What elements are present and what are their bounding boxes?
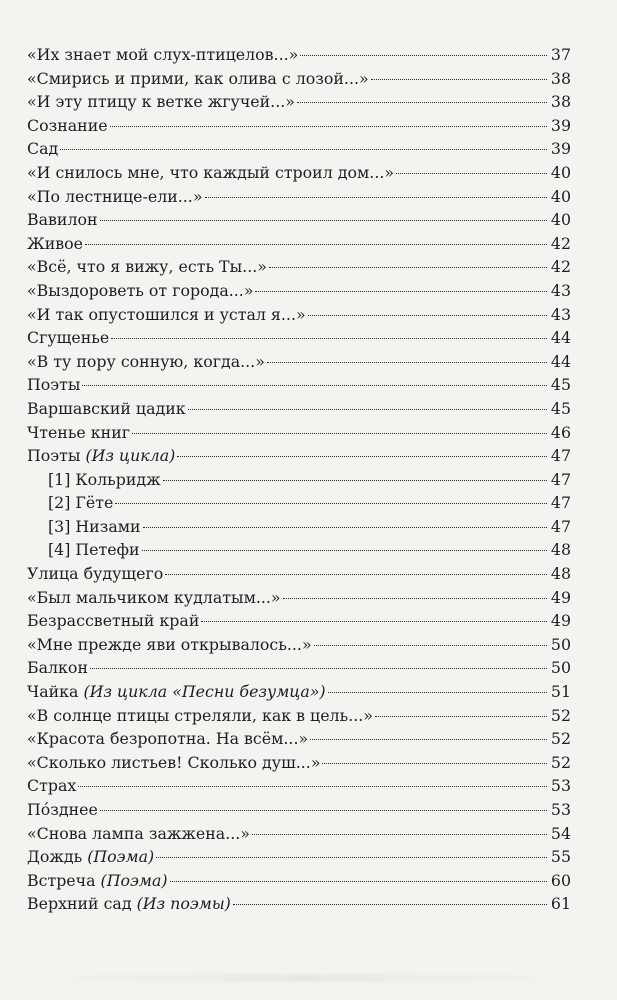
toc-entry — [27, 774, 571, 798]
dot-leader — [396, 173, 547, 174]
toc-entry-title-text: [3] Низами — [48, 516, 141, 536]
toc-entry-title-text: Страх — [27, 776, 77, 796]
toc-entry-title-text: «Их знает мой слух-птицелов...» — [27, 45, 299, 64]
toc-entry — [27, 397, 571, 421]
toc-page-number: 38 — [550, 92, 571, 112]
toc-page-number: 48 — [550, 540, 571, 560]
dot-leader — [201, 621, 547, 622]
toc-entry-title — [27, 232, 83, 256]
toc-entry-title — [48, 538, 140, 562]
dot-leader — [100, 810, 547, 811]
toc-entry — [27, 303, 571, 327]
toc-entry-title — [48, 468, 161, 492]
toc-entry-title-text: «Красота безропотна. На всём...» — [27, 729, 309, 749]
dot-leader — [110, 126, 547, 127]
toc-entry-title — [27, 279, 253, 303]
toc-page-number: 44 — [550, 328, 571, 348]
dot-leader — [310, 739, 547, 740]
toc-entry — [27, 255, 571, 279]
dot-leader — [170, 881, 547, 882]
toc-entry-title — [27, 137, 58, 161]
toc-page-number: 42 — [550, 257, 571, 277]
toc-entry-title-text: «В солнце птицы стреляли, как в цель...» — [27, 705, 373, 725]
toc-entry-title-text: [1] Кольридж — [48, 469, 161, 489]
toc-entry-title — [27, 326, 109, 350]
toc-entry-title-text: Варшавский цадик — [27, 398, 186, 418]
toc-entry-title-text: «И так опустошился и устал я...» — [27, 304, 306, 324]
toc-entry-note: (Из поэмы) — [136, 894, 231, 914]
toc-entry-title — [27, 680, 326, 704]
toc-page-number: 40 — [550, 162, 571, 182]
dot-leader — [267, 362, 547, 363]
toc-entry-title-text: Безрассветный край — [27, 611, 200, 631]
toc-entry — [27, 137, 571, 161]
toc-entry-title-text: Чайка — [27, 682, 84, 702]
toc-entry-note: (Поэма) — [100, 870, 168, 890]
dot-leader — [371, 79, 547, 80]
toc-page-number: 39 — [550, 139, 571, 159]
toc-entry — [27, 350, 571, 374]
toc-entry-title-text: «Смирись и прими, как олива с лозой...» — [27, 68, 369, 88]
toc-page-number: 54 — [550, 823, 571, 843]
toc-entry — [27, 845, 571, 869]
toc-entry — [27, 468, 571, 492]
toc-entry — [27, 515, 571, 539]
dot-leader — [375, 716, 547, 717]
dot-leader — [252, 834, 547, 835]
toc-entry — [27, 609, 571, 633]
toc-page-number: 51 — [550, 682, 571, 702]
toc-page-number: 52 — [550, 705, 571, 725]
toc-page-number: 50 — [550, 634, 571, 654]
toc-entry-title-text: Поэты — [27, 375, 81, 395]
dot-leader — [300, 55, 547, 56]
toc-entry — [27, 751, 571, 775]
toc-page-number: 44 — [550, 351, 571, 371]
toc-entry-title-text: Поэты — [27, 446, 86, 466]
toc-entry — [27, 444, 571, 468]
toc-entry-title — [27, 751, 320, 775]
toc-entry-title-text: Чтенье книг — [27, 422, 131, 442]
toc-page-number: 47 — [550, 493, 571, 513]
toc-entry-title-text: Верхний сад — [27, 894, 137, 914]
toc-entry — [27, 704, 571, 728]
toc-entry-title — [27, 67, 369, 91]
dot-leader — [85, 244, 547, 245]
toc-entry-title-text: Сознание — [27, 115, 108, 135]
dot-leader — [314, 645, 547, 646]
dot-leader — [143, 527, 547, 528]
dot-leader — [142, 550, 547, 551]
toc-page-number: 45 — [550, 375, 571, 395]
toc-entry — [27, 232, 571, 256]
dot-leader — [255, 291, 547, 292]
toc-entry-title — [27, 185, 203, 209]
toc-entry-title — [27, 444, 175, 468]
toc-entry-title-text: [4] Петефи — [48, 540, 140, 560]
toc-page-number: 38 — [550, 68, 571, 88]
toc-entry-title — [27, 255, 267, 279]
toc-entry — [27, 373, 571, 397]
dot-leader — [82, 385, 547, 386]
toc-entry — [27, 586, 571, 610]
toc-entry-title-text: По́зднее — [27, 800, 98, 819]
dot-leader — [177, 456, 547, 457]
toc-entry-title-text: Встреча — [27, 870, 101, 890]
toc-entry-title — [27, 704, 373, 728]
toc-entry — [27, 67, 571, 91]
toc-entry — [27, 633, 571, 657]
toc-page-number: 43 — [550, 304, 571, 324]
toc-page-number: 49 — [550, 587, 571, 607]
toc-page-number: 45 — [550, 398, 571, 418]
toc-entry-note: (Из цикла) — [85, 446, 176, 466]
toc-entry-title — [27, 656, 88, 680]
toc-entry-title — [27, 609, 199, 633]
dot-leader — [156, 857, 547, 858]
toc-page-number: 49 — [550, 611, 571, 631]
toc-entry-title — [27, 798, 98, 822]
dot-leader — [115, 503, 547, 504]
toc-entry-title — [27, 421, 130, 445]
toc-entry-title — [27, 822, 250, 846]
toc-entry — [27, 114, 571, 138]
toc-entry-title — [27, 562, 163, 586]
toc-entry-title — [27, 90, 295, 114]
dot-leader — [165, 574, 547, 575]
dot-leader — [111, 338, 547, 339]
toc-entry-title-text: «Снова лампа зажжена...» — [27, 823, 250, 843]
dot-leader — [308, 315, 547, 316]
toc-entry-title-text: «Мне прежде яви открывалось...» — [27, 634, 312, 654]
dot-leader — [283, 598, 547, 599]
toc-entry — [27, 562, 571, 586]
toc-entry-title-text: Балкон — [27, 658, 88, 678]
toc-entry-title — [27, 869, 168, 893]
toc-entry — [27, 727, 571, 751]
toc-entry — [27, 798, 571, 822]
toc-page-number: 40 — [550, 210, 571, 230]
toc-entry — [27, 538, 571, 562]
toc-page-number: 46 — [550, 422, 571, 442]
toc-entry-title-text: «И эту птицу к ветке жгучей...» — [27, 92, 295, 112]
toc-entry-title — [27, 892, 231, 916]
toc-page-number: 40 — [550, 186, 571, 206]
toc-entry-title — [27, 845, 154, 869]
toc-entry-title — [27, 161, 394, 185]
toc-entry-title — [48, 491, 113, 515]
toc-entry-title — [27, 633, 312, 657]
toc-page-number: 53 — [550, 800, 571, 819]
toc-entry-title — [27, 586, 281, 610]
toc-entry-title — [27, 397, 186, 421]
toc-page-number: 53 — [550, 776, 571, 796]
toc-entry-note: (Из цикла «Песни безумца») — [83, 682, 326, 702]
toc-entry — [27, 656, 571, 680]
dot-leader — [163, 480, 547, 481]
toc-page-number: 61 — [550, 894, 571, 914]
dot-leader — [233, 904, 547, 905]
toc-entry — [27, 279, 571, 303]
toc-entry — [27, 326, 571, 350]
toc-entry-title-text: «В ту пору сонную, когда...» — [27, 351, 265, 371]
toc-page-number: 52 — [550, 729, 571, 749]
dot-leader — [205, 197, 548, 198]
toc-entry-title — [27, 774, 76, 798]
toc-entry-title — [27, 208, 98, 232]
toc-entry-title-text: «И снилось мне, что каждый строил дом...» — [27, 162, 395, 182]
toc-page-number: 47 — [550, 516, 571, 536]
dot-leader — [60, 149, 547, 150]
toc-page-number: 39 — [550, 115, 571, 135]
toc-entry-title — [27, 373, 80, 397]
toc-page-number: 50 — [550, 658, 571, 678]
toc-entry-title — [48, 515, 141, 539]
toc-entry-title-text: «Всё, что я вижу, есть Ты...» — [27, 257, 267, 277]
dot-leader — [297, 102, 547, 103]
toc-entry-title-text: Дождь — [27, 847, 88, 867]
toc-entry-title-text: [2] Гёте — [48, 493, 114, 513]
toc-entry-title — [27, 114, 108, 138]
toc-entry — [27, 421, 571, 445]
toc-page-number: 52 — [550, 752, 571, 772]
toc-page-number: 55 — [550, 847, 571, 867]
table-of-contents — [27, 43, 571, 916]
toc-entry-title-text: Сад — [27, 139, 59, 159]
dot-leader — [322, 763, 547, 764]
toc-entry-title-text: «Был мальчиком кудлатым...» — [27, 587, 281, 607]
toc-entry-title-text: Вавилон — [27, 210, 98, 230]
toc-entry-title-text: «По лестнице-ели...» — [27, 186, 203, 206]
toc-page-number: 47 — [550, 469, 571, 489]
toc-entry-title-text: Улица будущего — [27, 564, 164, 584]
dot-leader — [78, 786, 547, 787]
toc-entry — [27, 161, 571, 185]
toc-entry — [27, 491, 571, 515]
dot-leader — [90, 668, 547, 669]
dot-leader — [328, 692, 547, 693]
toc-page-number: 42 — [550, 233, 571, 253]
toc-entry-title — [27, 43, 298, 67]
toc-entry — [27, 680, 571, 704]
page-bottom-shadow — [34, 975, 574, 981]
toc-entry-title-text: Сгущенье — [27, 328, 110, 348]
toc-entry — [27, 90, 571, 114]
toc-entry-title-text: «Выздороветь от города...» — [27, 280, 254, 300]
toc-entry-note: (Поэма) — [87, 847, 155, 867]
dot-leader — [100, 220, 547, 221]
toc-entry-title-text: Живое — [27, 233, 84, 253]
toc-page-number: 47 — [550, 446, 571, 466]
toc-page-number: 60 — [550, 870, 571, 890]
toc-entry — [27, 185, 571, 209]
toc-entry — [27, 892, 571, 916]
toc-page-number: 37 — [550, 45, 571, 64]
toc-entry — [27, 869, 571, 893]
toc-page-number: 48 — [550, 564, 571, 584]
toc-entry — [27, 208, 571, 232]
toc-entry-title — [27, 303, 306, 327]
toc-entry — [27, 43, 571, 67]
toc-page-number: 43 — [550, 280, 571, 300]
dot-leader — [132, 433, 547, 434]
toc-entry-title-text: «Сколько листьев! Сколько душ...» — [27, 752, 321, 772]
dot-leader — [269, 267, 547, 268]
toc-entry-title — [27, 727, 308, 751]
toc-entry-title — [27, 350, 265, 374]
toc-entry — [27, 822, 571, 846]
dot-leader — [188, 409, 547, 410]
